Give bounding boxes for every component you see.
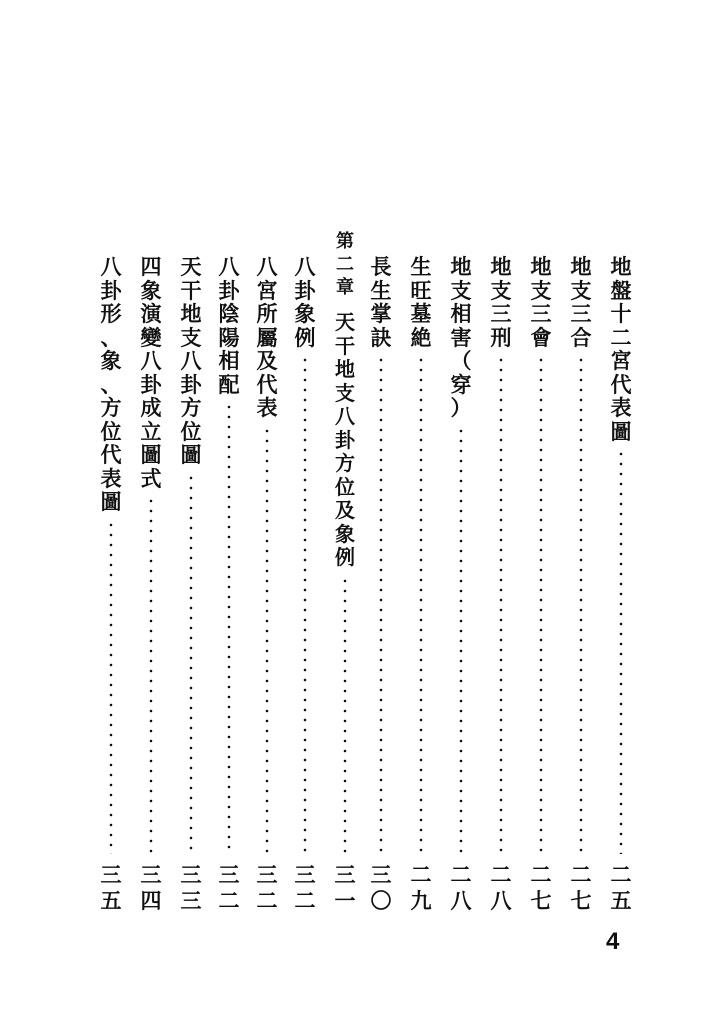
toc-entry — [526, 255, 556, 349]
toc-page-number: 二 五 — [610, 862, 632, 913]
chapter-number: 第 二 章 — [336, 231, 354, 298]
section-title: 八 卦 陰 陽 相 配 — [218, 254, 240, 397]
leader-dots — [227, 402, 231, 854]
section-title: 八 宮 所 屬 及 代 表 — [256, 254, 278, 420]
section-title: 地 支 三 會 — [530, 254, 552, 350]
toc-page-number: 三 二 — [256, 862, 278, 913]
toc-entry — [214, 255, 244, 396]
leader-dots — [499, 355, 503, 854]
toc-page-number: 三 一 — [334, 862, 356, 913]
section-title: 地 支 三 合 — [570, 254, 592, 350]
page-number: 4 — [606, 928, 620, 955]
leader-dots — [419, 355, 423, 854]
toc-entry — [136, 255, 166, 490]
leader-dots — [343, 576, 347, 855]
toc-entry — [446, 255, 476, 420]
leader-dots — [149, 496, 153, 854]
leader-dots — [109, 520, 113, 855]
toc-entry — [330, 230, 360, 570]
leader-dots — [189, 473, 193, 855]
toc-page-number: 三 四 — [140, 862, 162, 913]
chapter-title: 天 干 地 支 八 卦 方 位 及 象 例 — [335, 310, 355, 569]
section-title: 天 干 地 支 八 卦 方 位 圖 — [180, 254, 202, 467]
toc-entry — [606, 255, 636, 443]
section-title: 生 旺 墓 絶 — [410, 254, 432, 350]
toc-entry — [96, 255, 126, 514]
leader-dots — [303, 355, 307, 854]
section-title: 地 盤 十 二 宮 代 表 圖 — [610, 254, 632, 444]
toc-page-number: 二 九 — [410, 862, 432, 913]
toc-page-number: 三 二 — [294, 862, 316, 913]
toc-page-number: 二 八 — [450, 862, 472, 913]
toc-entry — [252, 255, 282, 420]
toc-entry — [290, 255, 320, 349]
toc-page-number: 三 二 — [218, 862, 240, 913]
section-title: 地 支 相 害 （ 穿 ） — [450, 254, 472, 420]
toc-entry — [176, 255, 206, 467]
section-title: 八 卦 象 例 — [294, 254, 316, 350]
toc-page-number: 二 七 — [570, 862, 592, 913]
toc-page-number: 三 〇 — [370, 862, 392, 913]
toc-page-number: 二 八 — [490, 862, 512, 913]
leader-dots — [579, 355, 583, 854]
toc-entry — [406, 255, 436, 349]
section-title: 地 支 三 刑 — [490, 254, 512, 350]
toc-page-number: 三 三 — [180, 862, 202, 913]
toc-page-number: 二 七 — [530, 862, 552, 913]
leader-dots — [459, 426, 463, 855]
leader-dots — [379, 355, 383, 854]
toc-entry — [566, 255, 596, 349]
leader-dots — [619, 449, 623, 854]
leader-dots — [539, 355, 543, 854]
leader-dots — [265, 426, 269, 855]
section-title: 四 象 演 變 八 卦 成 立 圖 式 — [140, 254, 162, 491]
section-title: 長 生 掌 訣 — [370, 254, 392, 350]
toc-entry — [486, 255, 516, 349]
toc-page-number: 三 五 — [100, 862, 122, 913]
toc-entry — [366, 255, 396, 349]
section-title: 八 卦 形 、 象 、 方 位 代 表 圖 — [100, 254, 122, 514]
